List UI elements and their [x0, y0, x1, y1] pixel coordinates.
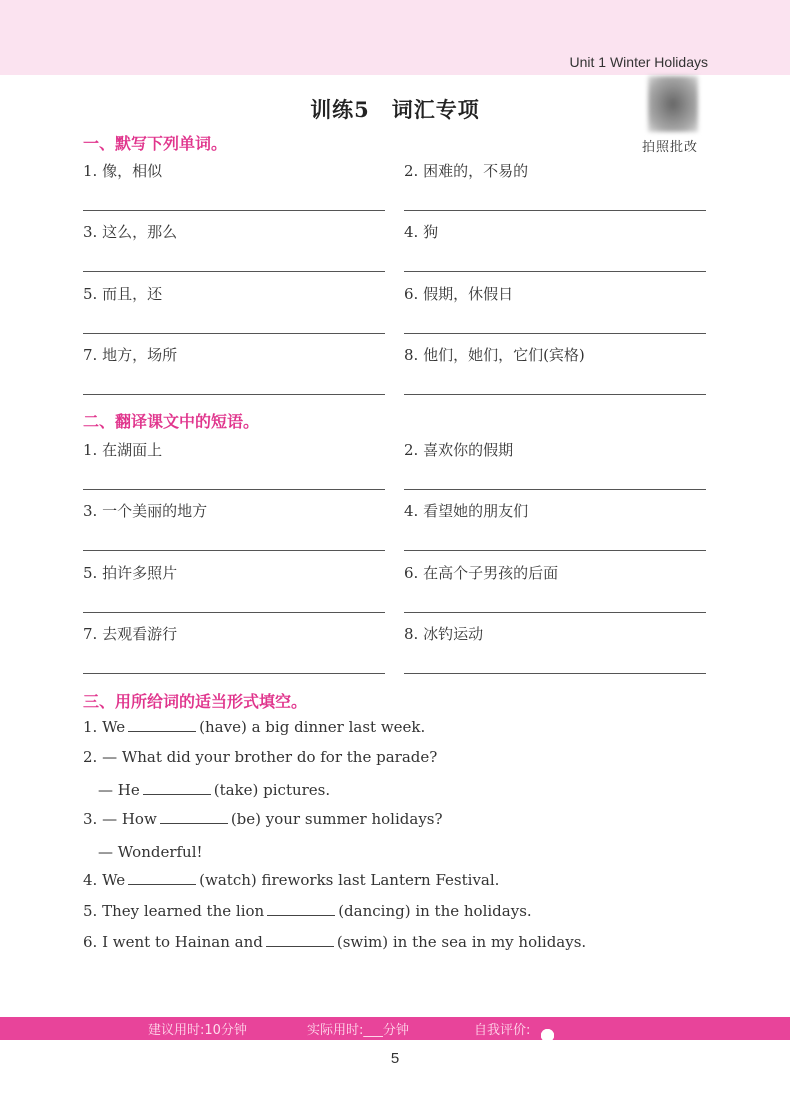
- sentence-text: — He: [83, 781, 140, 799]
- sentence: [83, 902, 532, 920]
- list-item: 3. 这么，那么: [83, 223, 178, 242]
- sentence-hint: (take) pictures.: [213, 781, 331, 799]
- sentence-text: 3. — How: [83, 810, 157, 828]
- list-item: 1. 在湖面上: [83, 441, 163, 459]
- sentence-hint: (have) a big dinner last week.: [199, 718, 426, 736]
- answer-line[interactable]: [404, 210, 706, 211]
- sentence-hint: (swim) in the sea in my holidays.: [336, 933, 587, 951]
- fill-blank[interactable]: [128, 871, 196, 885]
- list-item: 6. 假期，休假日: [404, 284, 514, 303]
- sentence-text: 6. I went to Hainan and: [83, 933, 263, 951]
- suggested-time: 建议用时:10分钟: [148, 1023, 247, 1038]
- list-item: 7. 去观看游行: [83, 624, 178, 643]
- footer-bar: [0, 1017, 790, 1040]
- list-item: 6. 在高个子男孩的后面: [404, 563, 559, 582]
- list-item: 8. 冰钓运动: [404, 624, 484, 643]
- sentence-hint: (dancing) in the holidays.: [338, 902, 532, 920]
- answer-line[interactable]: [404, 489, 706, 490]
- sentence: [83, 748, 437, 766]
- list-item: 4. 狗: [404, 223, 439, 242]
- fill-blank[interactable]: [267, 902, 335, 916]
- answer-line[interactable]: [83, 489, 385, 490]
- section1-heading: 一、默写下列单词。: [83, 134, 228, 153]
- section2-heading: 二、翻译课文中的短语。: [83, 412, 260, 431]
- sentence: [83, 841, 203, 862]
- sentence: [83, 933, 586, 951]
- page-title: 训练5 词汇专项: [310, 97, 480, 122]
- sentence-hint: (be) your summer holidays?: [230, 810, 443, 828]
- answer-line[interactable]: [404, 271, 706, 272]
- fill-blank[interactable]: [160, 810, 228, 824]
- qr-label: 拍照批改: [642, 140, 699, 155]
- section3-heading: 三、用所给词的适当形式填空。: [83, 692, 308, 711]
- answer-line[interactable]: [83, 333, 385, 334]
- fill-blank[interactable]: [128, 718, 196, 732]
- list-item: 2. 喜欢你的假期: [404, 441, 514, 459]
- answer-line[interactable]: [83, 394, 385, 395]
- sentence: [83, 779, 330, 800]
- sentence-text: 5. They learned the lion: [83, 902, 265, 920]
- list-item: 1. 像，相似: [83, 162, 163, 180]
- answer-line[interactable]: [83, 673, 385, 674]
- sentence: [83, 718, 425, 736]
- sentence-text: 2. — What did your brother do for the parade?: [83, 748, 438, 766]
- fill-blank[interactable]: [266, 933, 334, 947]
- fill-blank[interactable]: [143, 781, 211, 795]
- list-item: 5. 拍许多照片: [83, 563, 178, 582]
- unit-label: Unit 1 Winter Holidays: [569, 54, 708, 70]
- list-item: 4. 看望她的朋友们: [404, 502, 529, 521]
- list-item: 2. 困难的，不易的: [404, 162, 529, 180]
- flower-icon[interactable]: [541, 1029, 554, 1042]
- actual-time: 实际用时:___分钟: [307, 1023, 409, 1038]
- sentence: [83, 810, 443, 828]
- list-item: 8. 他们，她们，它们(宾格): [404, 345, 585, 364]
- answer-line[interactable]: [404, 612, 706, 613]
- self-evaluation-label: 自我评价:: [474, 1023, 531, 1038]
- answer-line[interactable]: [83, 271, 385, 272]
- sentence-text: 1. We: [83, 718, 126, 736]
- page-number: 5: [390, 1050, 400, 1067]
- list-item: 7. 地方，场所: [83, 345, 178, 364]
- list-item: 5. 而且，还: [83, 284, 163, 303]
- answer-line[interactable]: [404, 550, 706, 551]
- answer-line[interactable]: [83, 612, 385, 613]
- answer-line[interactable]: [404, 673, 706, 674]
- answer-line[interactable]: [83, 550, 385, 551]
- sentence-hint: (watch) fireworks last Lantern Festival.: [199, 871, 500, 889]
- answer-line[interactable]: [404, 394, 706, 395]
- sentence: [83, 871, 499, 889]
- answer-line[interactable]: [404, 333, 706, 334]
- answer-line[interactable]: [83, 210, 385, 211]
- qr-code[interactable]: [648, 76, 698, 132]
- sentence-text: 4. We: [83, 871, 126, 889]
- list-item: 3. 一个美丽的地方: [83, 502, 208, 521]
- sentence-text: — Wonderful!: [83, 843, 203, 861]
